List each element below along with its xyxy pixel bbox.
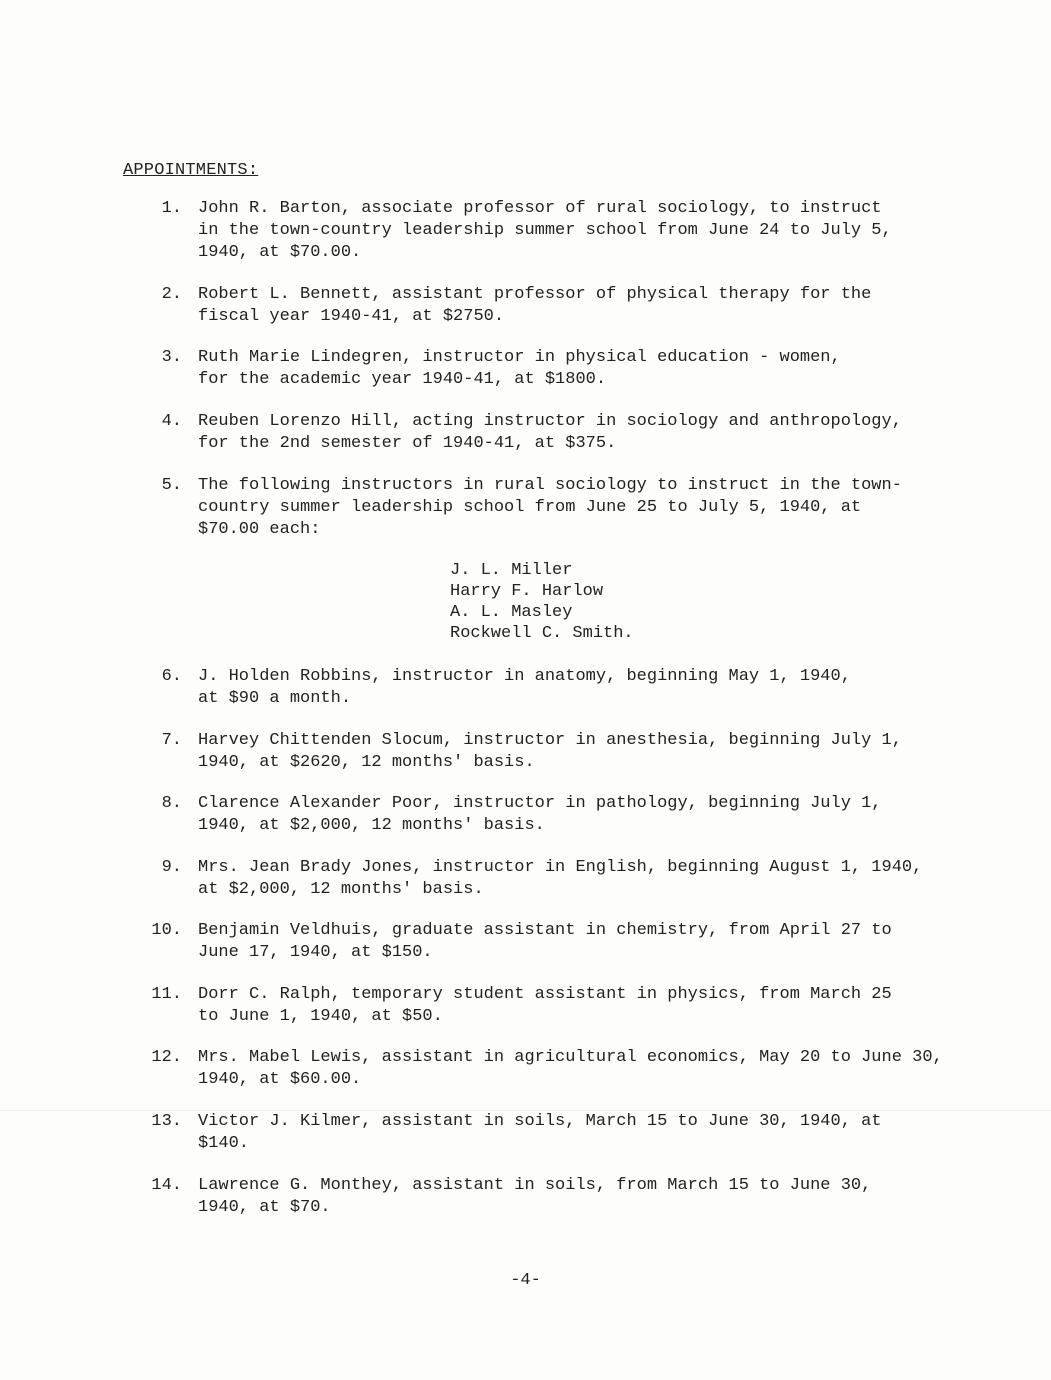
item-number: 8. [161, 794, 182, 813]
instructor-name: A. L. Masley [450, 603, 573, 622]
item-text: Dorr C. Ralph, temporary student assistant in physics, from March 25 to June 1, 1940, at $50. [198, 985, 892, 1026]
item-number: 3. [161, 348, 182, 367]
page-number: -4- [510, 1271, 541, 1290]
item-text: Ruth Marie Lindegren, instructor in physical education - women, for the academic year 1940-41, at $1800. [198, 348, 841, 389]
item-number: 11. [151, 985, 182, 1004]
item-number: 4. [161, 412, 182, 431]
instructor-name: Harry F. Harlow [450, 582, 604, 601]
item-text: The following instructors in rural sociology to instruct in the town- country summer leadership school from June 25 to July 5, 1940, at $70.00 each: [198, 476, 902, 539]
item-text: J. Holden Robbins, instructor in anatomy, beginning May 1, 1940, at $90 a month. [198, 667, 851, 708]
item-number: 2. [161, 285, 182, 304]
item-text: John R. Barton, associate professor of rural sociology, to instruct in the town-country leadership summer school from June 24 to July 5, 1940, at $70.00. [198, 199, 892, 262]
item-number: 7. [161, 731, 182, 750]
item-number: 9. [161, 858, 182, 877]
item-number: 6. [161, 667, 182, 686]
item-text: Harvey Chittenden Slocum, instructor in anesthesia, beginning July 1, 1940, at $2620, 12 months' basis. [198, 731, 902, 772]
item-number: 12. [151, 1048, 182, 1067]
item-text: Lawrence G. Monthey, assistant in soils, from March 15 to June 30, 1940, at $70. [198, 1176, 872, 1217]
instructor-name: J. L. Miller [450, 561, 573, 580]
item-text: Reuben Lorenzo Hill, acting instructor in sociology and anthropology, for the 2nd semester of 1940-41, at $375. [198, 412, 902, 453]
item-text: Clarence Alexander Poor, instructor in pathology, beginning July 1, 1940, at $2,000, 12 months' basis. [198, 794, 882, 835]
instructor-list [450, 560, 634, 644]
item-number: 14. [151, 1176, 182, 1195]
item-text: Victor J. Kilmer, assistant in soils, March 15 to June 30, 1940, at $140. [198, 1112, 882, 1153]
item-number: 13. [151, 1112, 182, 1131]
item-number: 5. [161, 476, 182, 495]
section-heading: APPOINTMENTS: [123, 161, 259, 180]
item-text: Mrs. Mabel Lewis, assistant in agricultural economics, May 20 to June 30, 1940, at $60.00. [198, 1048, 943, 1089]
instructor-name: Rockwell C. Smith. [450, 624, 634, 643]
item-number: 10. [151, 921, 182, 940]
item-number: 1. [161, 199, 182, 218]
item-text: Robert L. Bennett, assistant professor of physical therapy for the fiscal year 1940-41, at $2750. [198, 285, 872, 326]
item-text: Benjamin Veldhuis, graduate assistant in chemistry, from April 27 to June 17, 1940, at $150. [198, 921, 892, 962]
item-text: Mrs. Jean Brady Jones, instructor in English, beginning August 1, 1940, at $2,000, 12 months' basis. [198, 858, 923, 899]
